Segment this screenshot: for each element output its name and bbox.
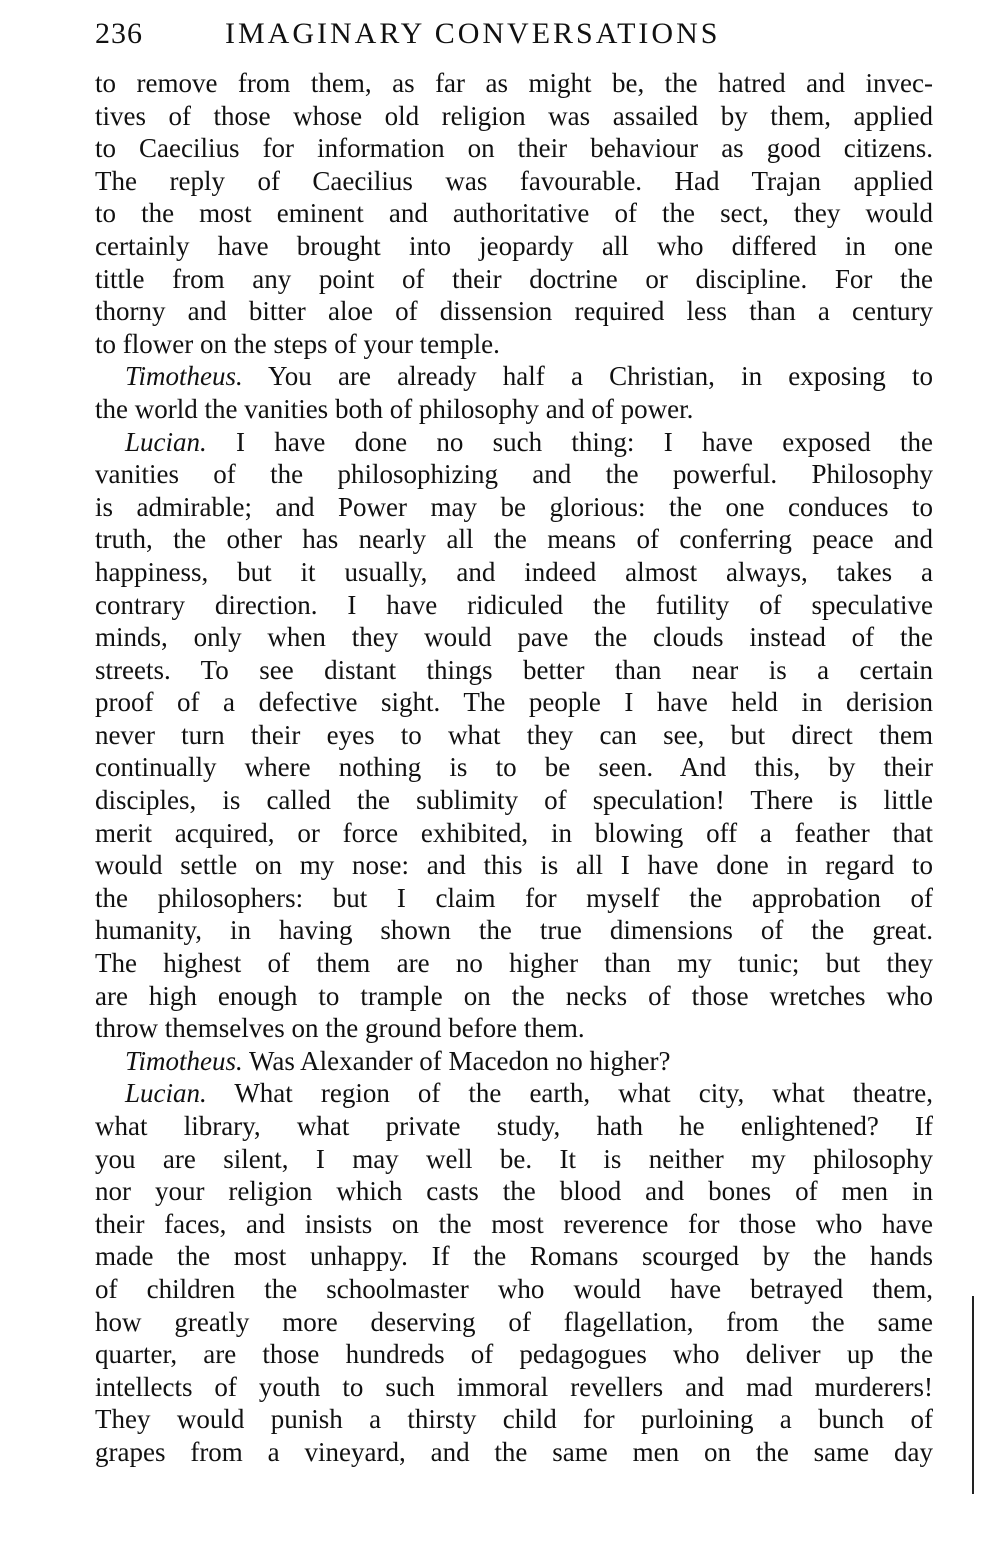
text-line: you are silent, I may well be. It is neither my philosophy	[95, 1143, 933, 1174]
running-title: IMAGINARY CONVERSATIONS	[225, 17, 721, 50]
text-line: proof of a defective sight. The people I have held in derision	[95, 687, 933, 718]
margin-rule	[972, 1296, 974, 1494]
speech-line: Timotheus. Was Alexander of Macedon no higher?	[125, 1045, 671, 1076]
text-line: what library, what private study, hath he enlightened? If	[95, 1111, 933, 1141]
speaker-name: Lucian.	[125, 1078, 207, 1109]
speaker-name: Lucian.	[125, 426, 207, 457]
text-line: how greatly more deserving of flagellation, from the same	[95, 1306, 933, 1337]
text-line: to Caecilius for information on their behaviour as good citizens.	[95, 133, 933, 164]
text-line: made the most unhappy. If the Romans scourged by the hands	[95, 1241, 933, 1272]
text-line: continually where nothing is to be seen. And this, by their	[95, 752, 933, 783]
text-line: are high enough to trample on the necks of those wretches who	[95, 980, 933, 1011]
text-line: throw themselves on the ground before them.	[95, 1013, 585, 1044]
text-line: They would punish a thirsty child for purloining a bunch of	[95, 1404, 933, 1435]
text-line: truth, the other has nearly all the means of conferring peace and	[95, 524, 933, 555]
text-line: vanities of the philosophizing and the powerful. Philosophy	[95, 459, 933, 490]
text-line: disciples, is called the sublimity of speculation! There is little	[95, 785, 933, 816]
speech-line: Timotheus. You are already half a Christian, in exposing to	[125, 361, 933, 392]
running-head	[95, 14, 933, 54]
text-line: happiness, but it usually, and indeed almost always, takes a	[95, 556, 933, 587]
text-line: never turn their eyes to what they can see, but direct them	[95, 719, 933, 750]
body-text	[95, 67, 933, 1469]
speech-line: Lucian. What region of the earth, what city, what theatre,	[125, 1078, 933, 1109]
text-line: thorny and bitter aloe of dissension required less than a century	[95, 296, 933, 327]
speaker-name: Timotheus.	[125, 1045, 243, 1076]
text-line: to the most eminent and authoritative of the sect, they would	[95, 198, 933, 229]
text-line: grapes from a vineyard, and the same men on the same day	[95, 1436, 933, 1467]
text-line: humanity, in having shown the true dimensions of the great.	[95, 915, 933, 946]
text-line: tittle from any point of their doctrine or discipline. For the	[95, 263, 933, 294]
text-line: tives of those whose old religion was assailed by them, applied	[95, 100, 933, 131]
speech-line: Lucian. I have done no such thing: I have exposed the	[125, 426, 933, 457]
text-line: merit acquired, or force exhibited, in blowing off a feather that	[95, 817, 933, 848]
speaker-name: Timotheus.	[125, 361, 243, 392]
text-line: minds, only when they would pave the clouds instead of the	[95, 622, 933, 653]
text-line: to flower on the steps of your temple.	[95, 328, 500, 359]
text-line: the world the vanities both of philosophy and of power.	[95, 393, 694, 424]
text-line: The reply of Caecilius was favourable. Had Trajan applied	[95, 165, 933, 196]
text-line: contrary direction. I have ridiculed the futility of speculative	[95, 589, 933, 620]
text-line: to remove from them, as far as might be, the hatred and invec-	[95, 68, 933, 98]
page-number: 236	[95, 17, 143, 50]
text-line: nor your religion which casts the blood and bones of men in	[95, 1176, 933, 1207]
text-line: their faces, and insists on the most reverence for those who have	[95, 1208, 933, 1239]
text-line: certainly have brought into jeopardy all who differed in one	[95, 230, 933, 261]
text-line: intellects of youth to such immoral revellers and mad murderers!	[95, 1371, 933, 1402]
text-line: the philosophers: but I claim for myself the approbation of	[95, 882, 933, 913]
text-line: would settle on my nose: and this is all I have done in regard to	[95, 850, 933, 881]
text-line: quarter, are those hundreds of pedagogues who deliver up the	[95, 1339, 933, 1370]
text-line: is admirable; and Power may be glorious: the one conduces to	[95, 491, 933, 522]
text-line: streets. To see distant things better than near is a certain	[95, 654, 933, 685]
text-line: The highest of them are no higher than my tunic; but they	[95, 948, 933, 979]
text-line: of children the schoolmaster who would have betrayed them,	[95, 1273, 933, 1304]
